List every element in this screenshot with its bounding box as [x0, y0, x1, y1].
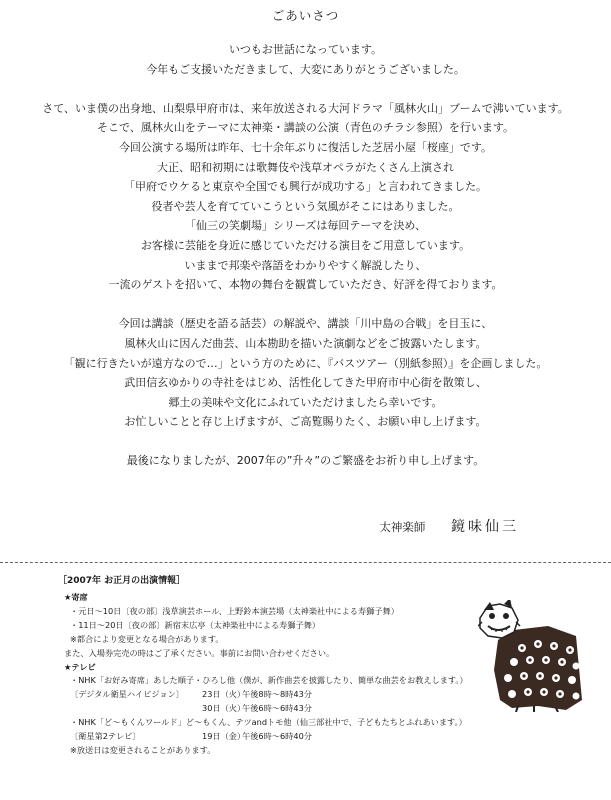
tv-time: 午後6時〜6時43分: [242, 703, 312, 714]
signature-org: 太神楽師: [379, 520, 426, 534]
signature-name: 鏡味仙三: [451, 519, 519, 535]
tv-schedule: [64, 688, 484, 702]
signature: [379, 516, 519, 536]
letter-line: 武田信玄ゆかりの寺社をはじめ、活性化してきた甲府市中心街を散策し、: [124, 376, 487, 390]
tv-schedule: [64, 730, 484, 744]
letter-line: 「甲府でウケると東京や全国でも興行が成功する」と言われてきました。: [124, 180, 487, 194]
performance-info: [64, 591, 484, 758]
letter-line: 今年もご支援いただきまして、大変にありがとうございました。: [146, 62, 465, 76]
section-divider: [0, 562, 611, 563]
tv-date: 19日（金）: [202, 731, 246, 742]
letter-line: お忙しいことと存じ上げますが、ご高覧賜りたく、お願い申し上げます。: [124, 415, 487, 429]
letter-body: [0, 40, 611, 471]
letter-line: 風林火山に因んだ曲芸、山本勘助を描いた演劇などをご披露いたします。: [124, 336, 487, 350]
tv-time: 午後8時〜8時43分: [242, 689, 312, 700]
letter-line: 「仙三の笑劇場」シリーズは毎回テーマを決め、: [184, 219, 426, 233]
letter-line: 一流のゲストを招いて、本物の舞台を観賞していただき、好評を得ております。: [108, 278, 503, 292]
letter-line: 「観に行きたいが遠方なので…」という方のために、『バスツアー（別紙参照）』を企画しました。: [63, 356, 548, 370]
letter-line: お客様に芸能を身近に感じていただける演目をご用意しています。: [140, 238, 471, 252]
yose-note: ※都合により変更となる場合があります。: [70, 633, 224, 644]
tv-date: 30日（火）: [202, 703, 246, 714]
tv-date: 23日（火）: [202, 689, 246, 700]
letter-line: 郷土の美味や文化にふれていただけましたら幸いです。: [168, 395, 443, 409]
letter-line: 役者や芸人を育てていこうという気風がそこにはありました。: [151, 199, 460, 213]
tv-note: ※放送日は変更されることがあります。: [70, 744, 216, 755]
letter-line: さて、いま僕の出身地、山梨県甲府市は、来年放送される大河ドラマ「風林火山」ブームで沸いています。: [42, 101, 569, 115]
tv-channel: 〔デジタル衛星ハイビジョン〕: [70, 689, 184, 700]
tv-time: 午後6時〜6時40分: [242, 731, 312, 742]
yose-item: ・元日〜10日〔夜の部〕浅草演芸ホール、上野鈴本演芸場（太神楽社中による寿獅子舞）: [70, 605, 399, 616]
letter-line: いつもお世話になっています。: [228, 43, 383, 56]
tv-heading: ★テレビ: [64, 661, 96, 672]
yose-heading: ★寄席: [64, 592, 88, 602]
shishimai-lion-dance-icon: [478, 600, 586, 712]
tv-item: ・NHK「ど〜もくんワールド」ど〜もくん、テツandトモ他（仙三部社中で、子どもたちとふれあいます。）: [70, 717, 467, 728]
letter-line: 今回公演する場所は昨年、七十余年ぶりに復活した芝居小屋「桜座」です。: [118, 140, 493, 154]
tv-schedule: [64, 702, 484, 716]
yose-item: ・11日〜20日〔夜の部〕新宿末広亭（太神楽社中による寿獅子舞）: [70, 619, 321, 630]
letter-line: 大正、昭和初期には歌舞伎や浅草オペラがたくさん上演され: [157, 160, 454, 174]
letter-line: いままで邦楽や落語をわかりやすく解説したり、: [184, 258, 427, 272]
yose-note: また、入場券完売の時はご了承ください。事前にお問い合わせください。: [64, 647, 335, 658]
paragraph-gap: [0, 295, 611, 315]
letter-line: 最後になりましたが、2007年の”升々”のご繁盛をお祈り申し上げます。: [126, 454, 485, 468]
tv-channel: 〔衛星第2テレビ〕: [70, 731, 141, 742]
letter-line: 今回は講談（歴史を語る話芸）の解説や、講談「川中島の合戦」を目玉に、: [118, 317, 493, 331]
tv-item: ・NHK「お好み寄席」あした順子・ひろし他（僕が、新作曲芸を披露したり、簡単な曲芸をお教えします。）: [70, 675, 468, 686]
info-header: ［2007年 お正月の出演情報］: [58, 576, 186, 586]
paragraph-gap: [0, 79, 611, 99]
paragraph-gap: [0, 432, 611, 452]
letter-title: ごあいさつ: [271, 8, 340, 23]
letter-line: そこで、風林火山をテーマに太神楽・講談の公演（青色のチラシ参照）を行います。: [97, 121, 514, 135]
